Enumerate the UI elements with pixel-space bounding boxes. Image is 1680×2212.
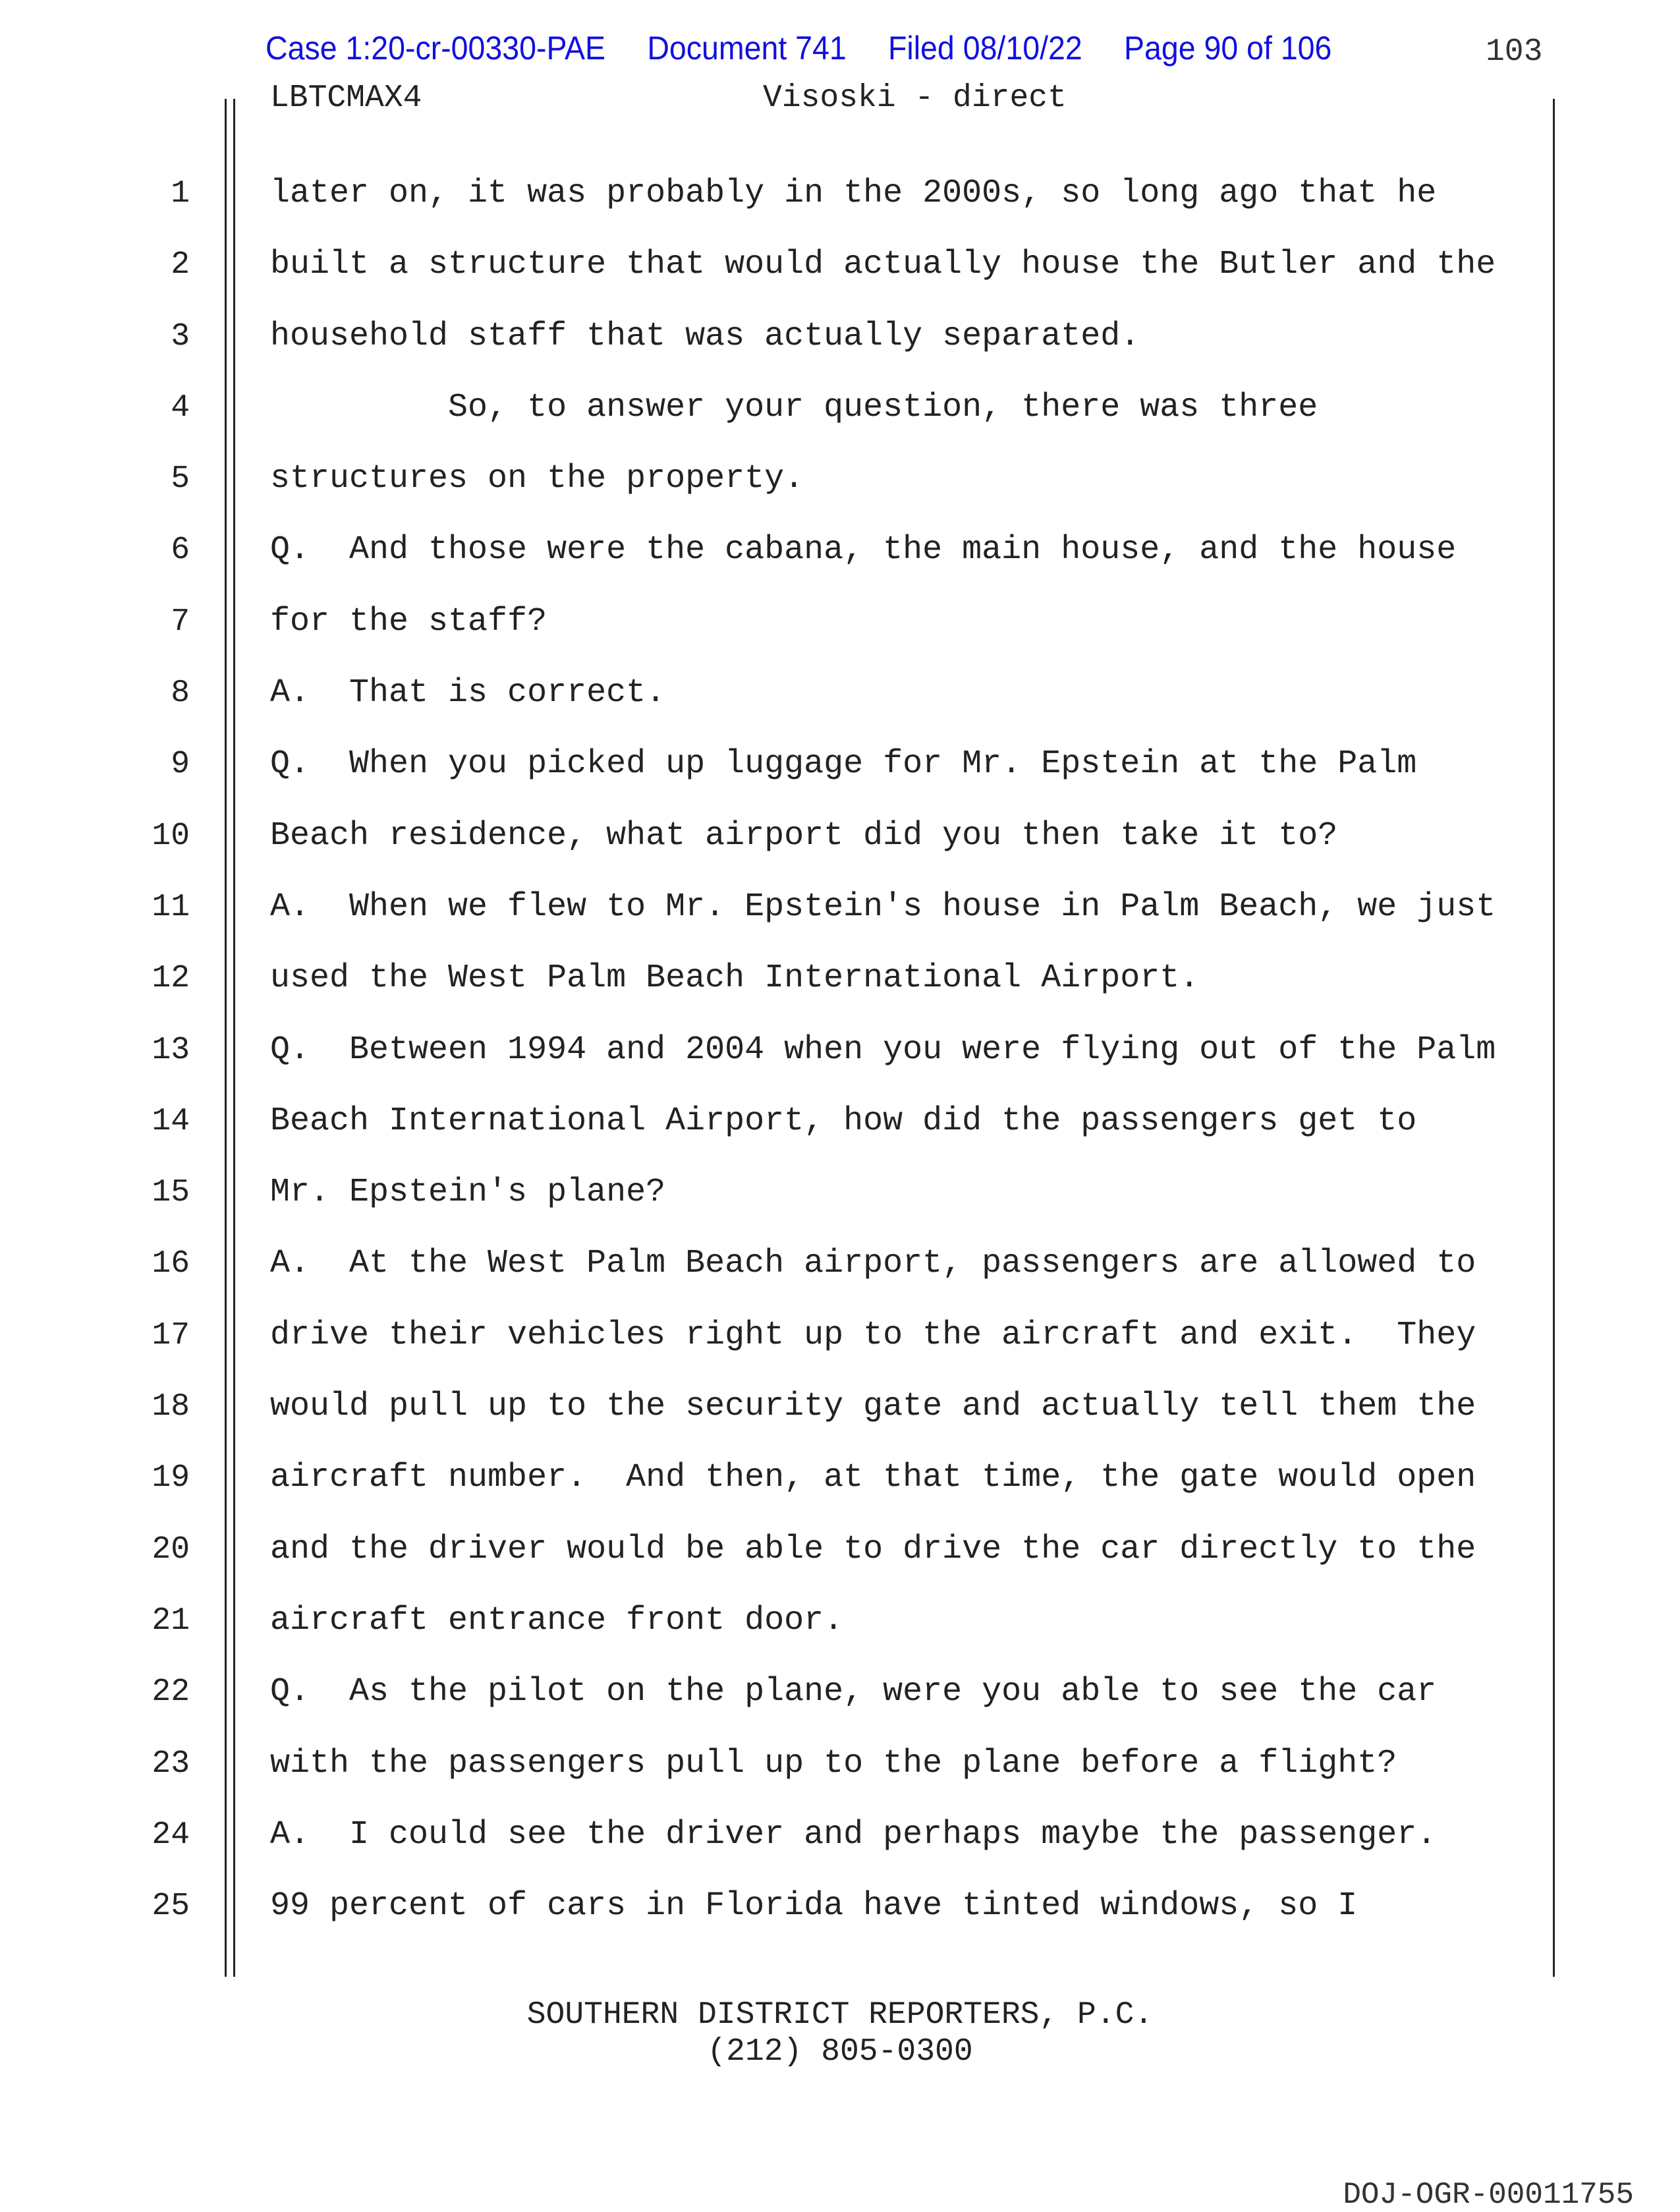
line-number: 16 <box>152 1246 190 1282</box>
transcript-line <box>0 1315 1680 1386</box>
line-text: A. That is correct. <box>270 674 666 712</box>
line-number: 4 <box>171 389 190 426</box>
transcript-line <box>0 743 1680 814</box>
line-number: 1 <box>171 176 190 212</box>
transcript-line <box>0 1172 1680 1243</box>
line-number: 18 <box>152 1389 190 1425</box>
line-text: aircraft number. And then, at that time, the gate would open <box>270 1459 1476 1497</box>
line-number: 24 <box>152 1817 190 1853</box>
line-text: later on, it was probably in the 2000s, so long ago that he <box>270 175 1437 212</box>
case-number: Case 1:20-cr-00330-PAE <box>266 30 606 67</box>
line-text: Q. And those were the cabana, the main house, and the house <box>270 531 1457 569</box>
line-text: household staff that was actually separated. <box>270 317 1140 355</box>
transcript-lines <box>0 173 1680 1956</box>
line-number: 10 <box>152 818 190 854</box>
line-number: 12 <box>152 961 190 997</box>
line-text: A. When we flew to Mr. Epstein's house in Palm Beach, we just <box>270 888 1496 926</box>
transcript-line <box>0 387 1680 458</box>
transcript-line <box>0 1100 1680 1172</box>
filed-date: Filed 08/10/22 <box>887 30 1082 67</box>
line-text: Q. When you picked up luggage for Mr. Epstein at the Palm <box>270 745 1417 783</box>
line-number: 6 <box>171 532 190 569</box>
transcript-line <box>0 316 1680 387</box>
transcript-line <box>0 1600 1680 1671</box>
line-text: structures on the property. <box>270 460 804 498</box>
document-number: Document 741 <box>647 30 847 67</box>
transcript-line <box>0 1885 1680 1956</box>
transcript-line <box>0 244 1680 315</box>
transcript-line <box>0 1457 1680 1528</box>
transcript-line <box>0 1029 1680 1100</box>
line-number: 25 <box>152 1888 190 1925</box>
line-number: 14 <box>152 1103 190 1139</box>
line-text: and the driver would be able to drive the car directly to the <box>270 1530 1476 1568</box>
transcript-line <box>0 1814 1680 1885</box>
line-number: 7 <box>171 604 190 640</box>
transcript-line <box>0 957 1680 1029</box>
transcript-line <box>0 1671 1680 1742</box>
line-number: 2 <box>171 247 190 283</box>
line-number: 21 <box>152 1602 190 1639</box>
line-text: built a structure that would actually house the Butler and the <box>270 246 1496 284</box>
line-number: 11 <box>152 889 190 925</box>
transcript-line <box>0 672 1680 743</box>
line-number: 5 <box>171 461 190 497</box>
line-text: Q. As the pilot on the plane, were you able to see the car <box>270 1673 1437 1711</box>
reporter-name: SOUTHERN DISTRICT REPORTERS, P.C. <box>526 1997 1154 2033</box>
footer <box>0 1997 1680 2070</box>
transcript-page-number: 103 <box>1486 34 1543 70</box>
header-title: Visoski - direct <box>763 80 1067 116</box>
line-text: So, to answer your question, there was three <box>270 388 1318 426</box>
line-text: with the passengers pull up to the plane before a flight? <box>270 1744 1397 1782</box>
transcript-line <box>0 1743 1680 1814</box>
transcript-line <box>0 1243 1680 1314</box>
page-of: Page 90 of 106 <box>1123 30 1332 67</box>
line-number: 15 <box>152 1175 190 1211</box>
transcript-line <box>0 601 1680 672</box>
line-text: would pull up to the security gate and actually tell them the <box>270 1388 1476 1426</box>
line-text: used the West Palm Beach International Airport. <box>270 959 1200 998</box>
line-text: aircraft entrance front door. <box>270 1601 844 1639</box>
line-text: A. I could see the driver and perhaps maybe the passenger. <box>270 1815 1437 1854</box>
reporter-phone: (212) 805-0300 <box>707 2034 973 2070</box>
line-text: Beach International Airport, how did the passengers get to <box>270 1102 1417 1140</box>
header-code: LBTCMAX4 <box>270 80 422 116</box>
line-number: 8 <box>171 675 190 712</box>
transcript-line <box>0 815 1680 886</box>
line-text: Mr. Epstein's plane? <box>270 1174 666 1212</box>
transcript-line <box>0 173 1680 244</box>
transcript-line <box>0 1386 1680 1457</box>
line-number: 22 <box>152 1674 190 1711</box>
line-number: 9 <box>171 747 190 783</box>
transcript-line <box>0 886 1680 957</box>
transcript-line <box>0 458 1680 529</box>
bates-number: DOJ-OGR-00011755 <box>1343 2178 1634 2212</box>
line-text: Q. Between 1994 and 2004 when you were flying out of the Palm <box>270 1031 1496 1069</box>
line-text: for the staff? <box>270 602 547 640</box>
line-text: 99 percent of cars in Florida have tinted windows, so I <box>270 1887 1358 1925</box>
line-text: Beach residence, what airport did you then take it to? <box>270 816 1338 855</box>
line-text: drive their vehicles right up to the aircraft and exit. They <box>270 1316 1476 1354</box>
line-number: 23 <box>152 1745 190 1782</box>
case-stamp <box>266 29 1374 67</box>
line-text: A. At the West Palm Beach airport, passengers are allowed to <box>270 1245 1476 1283</box>
line-number: 20 <box>152 1531 190 1568</box>
transcript-line <box>0 1529 1680 1600</box>
line-number: 13 <box>152 1032 190 1068</box>
line-number: 17 <box>152 1317 190 1353</box>
line-number: 19 <box>152 1460 190 1496</box>
line-number: 3 <box>171 318 190 354</box>
transcript-line <box>0 529 1680 600</box>
